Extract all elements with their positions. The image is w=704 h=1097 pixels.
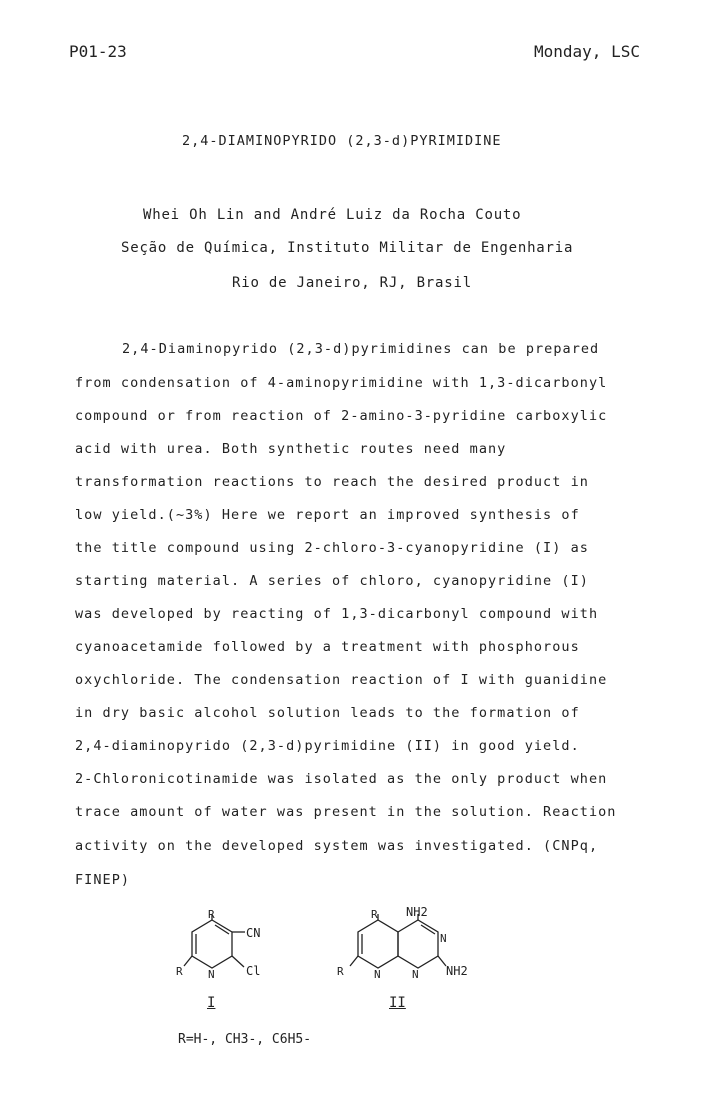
compound-2-label: II [389, 995, 406, 1011]
compound-1-cn: CN [246, 926, 261, 940]
abstract-line: 2-Chloronicotinamide was isolated as the only product when [75, 771, 608, 787]
compound-2-n-left: N [374, 968, 381, 981]
compound-1-n: N [208, 968, 215, 981]
authors: Whei Oh Lin and André Luiz da Rocha Couto [143, 207, 522, 223]
location: Rio de Janeiro, RJ, Brasil [232, 275, 472, 291]
abstract-line: trace amount of water was present in the solution. Reaction [75, 804, 617, 820]
affiliation: Seção de Química, Instituto Militar de Engenharia [121, 240, 574, 256]
abstract-line: in dry basic alcohol solution leads to the formation of [75, 705, 580, 721]
abstract-line: cyanoacetamide followed by a treatment with phosphorous [75, 639, 580, 655]
abstract-line: 2,4-Diaminopyrido (2,3-d)pyrimidines can be prepared [122, 341, 600, 357]
compound-1-r-left: R [176, 965, 183, 978]
compound-2-r-top: R [371, 908, 378, 921]
abstract-line: starting material. A series of chloro, cyanopyridine (I) [75, 573, 589, 589]
structure-compound-2 [350, 914, 446, 968]
compound-2-n-ring-right: N [440, 932, 447, 945]
abstract-line: transformation reactions to reach the desired product in [75, 474, 589, 490]
compound-1-r-top: R [208, 908, 215, 921]
abstract-line: was developed by reacting of 1,3-dicarbonyl compound with [75, 606, 599, 622]
abstract-line: oxychloride. The condensation reaction of I with guanidine [75, 672, 608, 688]
abstract-line: acid with urea. Both synthetic routes need many [75, 441, 507, 457]
compound-2-nh2-right: NH2 [446, 964, 468, 978]
paper-title: 2,4-DIAMINOPYRIDO (2,3-d)PYRIMIDINE [182, 133, 502, 149]
abstract-line: 2,4-diaminopyrido (2,3-d)pyrimidine (II) in good yield. [75, 738, 580, 754]
compound-1-label: I [207, 995, 216, 1011]
compound-2-r-left: R [337, 965, 344, 978]
structure-compound-1 [184, 914, 245, 968]
paper-code: P01-23 [69, 42, 127, 61]
compound-2-nh2-top: NH2 [406, 905, 428, 919]
abstract-line: low yield.(~3%) Here we report an improved synthesis of [75, 507, 580, 523]
session-label: Monday, LSC [534, 42, 640, 61]
r-group-definition: R=H-, CH3-, C6H5- [178, 1032, 312, 1047]
compound-2-n-mid: N [412, 968, 419, 981]
abstract-line: the title compound using 2-chloro-3-cyanopyridine (I) as [75, 540, 589, 556]
compound-1-cl: Cl [246, 964, 261, 978]
abstract-line: activity on the developed system was investigated. (CNPq, [75, 838, 599, 854]
abstract-line: from condensation of 4-aminopyrimidine with 1,3-dicarbonyl [75, 375, 608, 391]
abstract-line: compound or from reaction of 2-amino-3-pyridine carboxylic [75, 408, 608, 424]
abstract-line: FINEP) [75, 872, 131, 888]
